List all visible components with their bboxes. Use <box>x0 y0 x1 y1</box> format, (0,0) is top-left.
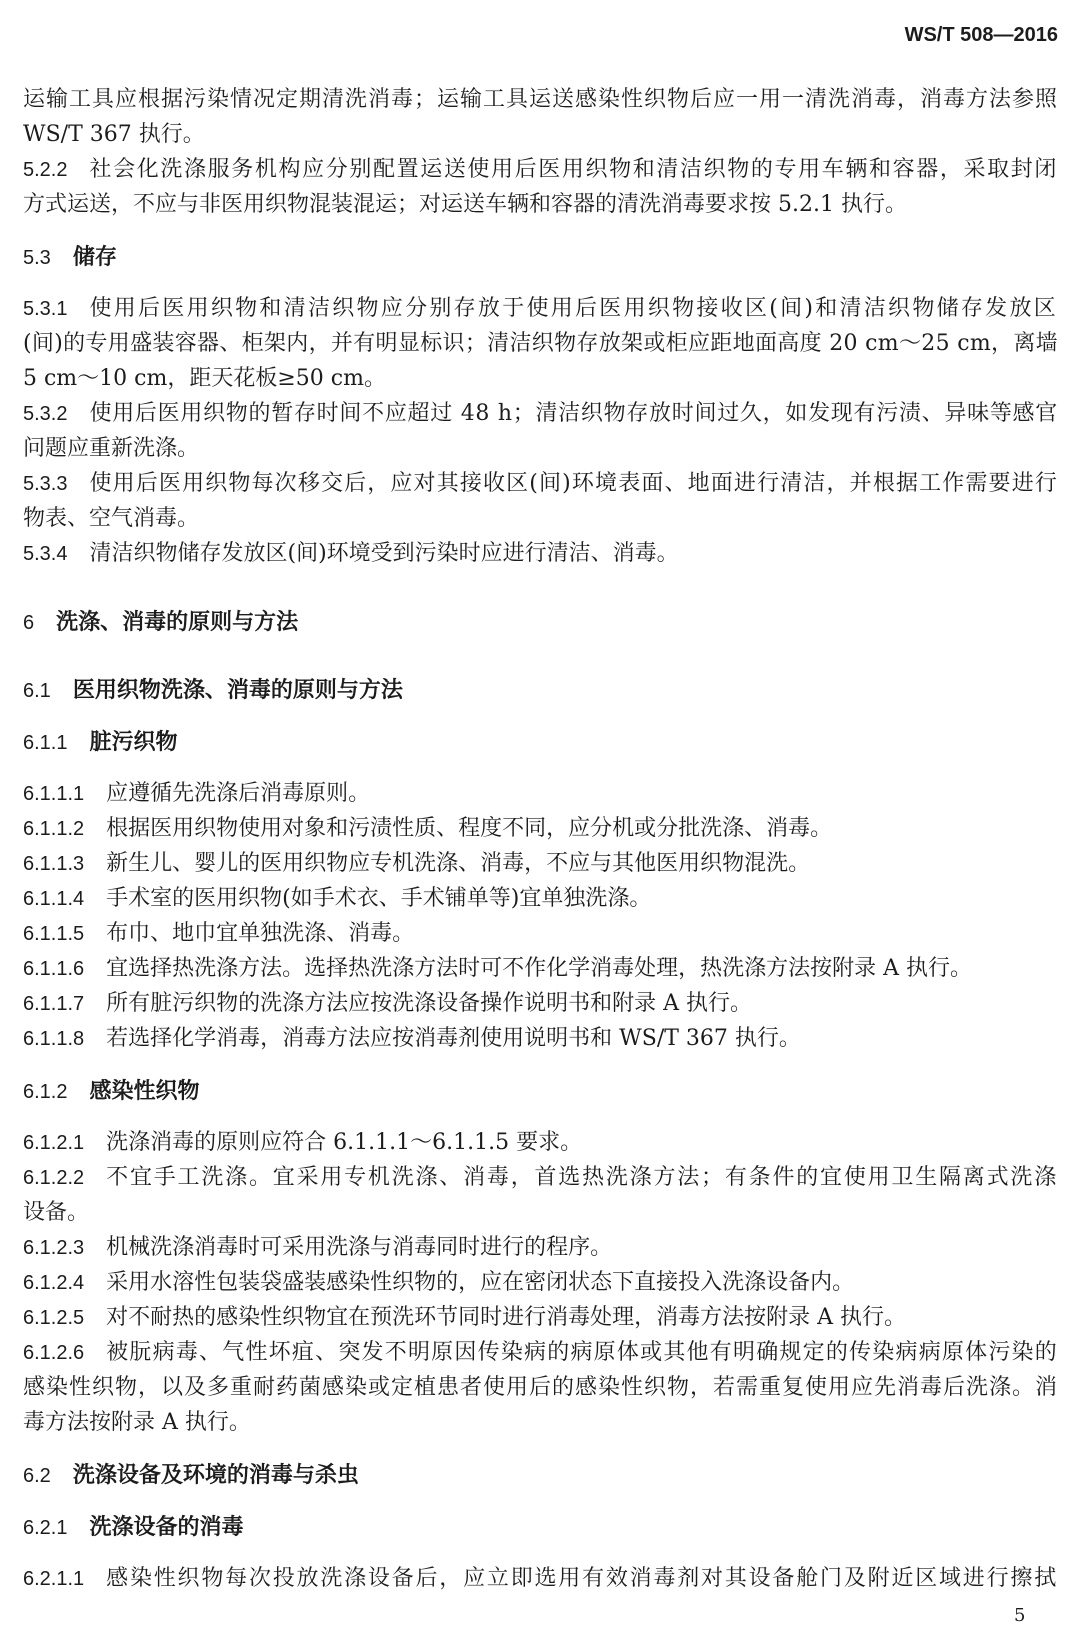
clause-5-3-2 <box>23 396 1058 466</box>
line-content <box>23 604 298 641</box>
line-text: 所有脏污织物的洗涤方法应按洗涤设备操作说明书和附录 A 执行。 <box>106 991 753 1016</box>
text-line <box>23 1195 1058 1230</box>
clause-number: 5.2.2 <box>23 159 68 181</box>
line-content <box>23 672 403 709</box>
section-title: 医用织物洗涤、消毒的原则与方法 <box>72 677 403 702</box>
line-content <box>23 501 199 536</box>
line-text: 问题应重新洗涤。 <box>23 436 200 461</box>
line-text: 机械洗涤消毒时可采用洗涤与消毒同时进行的程序。 <box>106 1235 613 1260</box>
text-line <box>23 1370 1058 1405</box>
section-title: 洗涤设备及环境的消毒与杀虫 <box>72 1462 359 1487</box>
clause-number: 6.1.1.6 <box>23 958 85 980</box>
section-title: 脏污织物 <box>89 729 178 754</box>
clause-number: 6.1.2.5 <box>23 1307 85 1329</box>
line-text: 宜选择热洗涤方法。选择热洗涤方法时可不作化学消毒处理，热洗涤方法按附录 A 执行。 <box>106 956 973 981</box>
page-number: 5 <box>1014 1605 1026 1626</box>
section-heading-5-3 <box>23 239 1058 274</box>
line-content <box>23 152 1058 188</box>
text-line <box>23 536 1058 571</box>
clause-6-1-1-3 <box>23 846 1058 881</box>
clause-number: 6.1.1.1 <box>23 783 85 805</box>
line-text: 根据医用织物使用对象和污渍性质、程度不同，应分机或分批洗涤、消毒。 <box>106 816 833 841</box>
line-text: 洗涤消毒的原则应符合 6.1.1.1～6.1.1.5 要求。 <box>106 1130 583 1155</box>
page-body <box>23 82 1058 1596</box>
text-line <box>23 431 1058 466</box>
line-content <box>23 326 1058 361</box>
section-heading-6-1-2 <box>23 1073 1058 1108</box>
clause-number: 6.1.1.5 <box>23 923 85 945</box>
line-content <box>23 986 752 1022</box>
line-content <box>23 239 117 276</box>
line-content <box>23 1160 1058 1196</box>
clause-number: 6.1.1.2 <box>23 818 85 840</box>
text-line <box>23 1160 1058 1195</box>
clause-number: 6.1.2.6 <box>23 1342 85 1364</box>
clause-6-1-2-5 <box>23 1300 1058 1335</box>
line-content <box>23 846 810 882</box>
line-content <box>23 291 1058 327</box>
line-text: 手术室的医用织物(如手术衣、手术铺单等)宜单独洗涤。 <box>106 886 652 911</box>
line-content <box>23 811 832 847</box>
standard-code-header: WS/T 508—2016 <box>904 24 1058 46</box>
line-content <box>23 1370 1058 1405</box>
line-text: 方式运送，不应与非医用织物混装混运；对运送车辆和容器的清洗消毒要求按 5.2.1 执行。 <box>23 192 907 217</box>
section-title: 储存 <box>72 244 117 269</box>
section-heading-6-1 <box>23 672 1058 707</box>
clause-6-1-1-4 <box>23 881 1058 916</box>
text-line <box>23 82 1058 117</box>
line-content <box>23 724 178 761</box>
line-text: 社会化洗涤服务机构应分别配置运送使用后医用织物和清洁织物的专用车辆和容器，采取封闭 <box>89 157 1058 182</box>
line-content <box>23 396 1058 432</box>
clause-6-1-1-7 <box>23 986 1058 1021</box>
section-heading-6-1-1 <box>23 724 1058 759</box>
line-text: 运输工具应根据污染情况定期清洗消毒；运输工具运送感染性织物后应一用一清洗消毒，消毒方法参照 <box>23 87 1058 112</box>
line-content <box>23 1021 801 1057</box>
clause-number: 6.1.1.7 <box>23 993 85 1015</box>
line-text: 感染性织物，以及多重耐药菌感染或定植患者使用后的感染性织物，若需重复使用应先消毒后洗涤。消 <box>23 1375 1058 1400</box>
text-line <box>23 326 1058 361</box>
line-text: 使用后医用织物和清洁织物应分别存放于使用后医用织物接收区(间)和清洁织物储存发放区 <box>89 296 1058 321</box>
line-content <box>23 1300 906 1336</box>
line-text: 应遵循先洗涤后消毒原则。 <box>106 781 371 806</box>
line-content <box>23 1405 251 1440</box>
section-title: 感染性织物 <box>89 1078 200 1103</box>
section-number: 6.1.1 <box>23 732 68 754</box>
clause-6-1-1-2 <box>23 811 1058 846</box>
clause-number: 6.1.1.3 <box>23 853 85 875</box>
line-text: 新生儿、婴儿的医用织物应专机洗涤、消毒，不应与其他医用织物混洗。 <box>106 851 811 876</box>
clause-6-1-2-3 <box>23 1230 1058 1265</box>
text-line <box>23 501 1058 536</box>
clause-5-3-1 <box>23 291 1058 396</box>
line-content <box>23 82 1058 117</box>
clause-number: 5.3.1 <box>23 298 68 320</box>
line-text: 采用水溶性包装袋盛装感染性织物的，应在密闭状态下直接投入洗涤设备内。 <box>106 1270 855 1295</box>
line-text: 对不耐热的感染性织物宜在预洗环节同时进行消毒处理，消毒方法按附录 A 执行。 <box>106 1305 907 1330</box>
clause-number: 6.1.2.3 <box>23 1237 85 1259</box>
clause-number: 5.3.4 <box>23 543 68 565</box>
line-text: 清洁织物储存发放区(间)环境受到污染时应进行清洁、消毒。 <box>89 541 679 566</box>
line-content <box>23 466 1058 502</box>
section-number: 6.2.1 <box>23 1517 68 1539</box>
clause-6-1-1-6 <box>23 951 1058 986</box>
clause-6-1-1-1 <box>23 776 1058 811</box>
line-text: (间)的专用盛装容器、柜架内，并有明显标识；清洁织物存放架或柜应距地面高度 20 cm～25 cm，离墙 <box>23 331 1058 356</box>
line-content <box>23 117 205 152</box>
clause-number: 6.2.1.1 <box>23 1568 85 1590</box>
line-text: 5 cm～10 cm，距天花板≥50 cm。 <box>23 366 386 391</box>
chapter-heading-6 <box>23 604 1058 639</box>
section-heading-6-2-1 <box>23 1509 1058 1544</box>
text-line <box>23 466 1058 501</box>
paragraph-continued <box>23 82 1058 152</box>
clause-6-1-1-8 <box>23 1021 1058 1056</box>
line-text: 布巾、地巾宜单独洗涤、消毒。 <box>106 921 415 946</box>
line-text: 若选择化学消毒，消毒方法应按消毒剂使用说明书和 WS/T 367 执行。 <box>106 1026 801 1051</box>
line-text: 使用后医用织物每次移交后，应对其接收区(间)环境表面、地面进行清洁，并根据工作需要进行 <box>89 471 1058 496</box>
line-text: 使用后医用织物的暂存时间不应超过 48 h；清洁织物存放时间过久，如发现有污渍、异味等感官 <box>89 401 1058 426</box>
line-text: 物表、空气消毒。 <box>23 506 200 531</box>
clause-6-1-1-5 <box>23 916 1058 951</box>
line-text: 不宜手工洗涤。宜采用专机洗涤、消毒，首选热洗涤方法；有条件的宜使用卫生隔离式洗涤 <box>106 1165 1058 1190</box>
line-content <box>23 1335 1058 1371</box>
clause-number: 6.1.2.2 <box>23 1167 85 1189</box>
line-content <box>23 1561 1058 1597</box>
line-content <box>23 916 414 952</box>
line-content <box>23 431 199 466</box>
line-content <box>23 1195 89 1230</box>
text-line <box>23 152 1058 187</box>
line-text: WS/T 367 执行。 <box>23 122 205 147</box>
line-content <box>23 1457 359 1494</box>
clause-number: 5.3.3 <box>23 473 68 495</box>
text-line <box>23 117 1058 152</box>
clause-number: 6.1.1.4 <box>23 888 85 910</box>
clause-number: 6.1.1.8 <box>23 1028 85 1050</box>
text-line <box>23 396 1058 431</box>
clause-number: 5.3.2 <box>23 403 68 425</box>
line-content <box>23 881 651 917</box>
chapter-number: 6 <box>23 612 35 634</box>
text-line <box>23 291 1058 326</box>
line-content <box>23 951 972 987</box>
chapter-title: 洗涤、消毒的原则与方法 <box>56 609 299 634</box>
section-number: 5.3 <box>23 247 51 269</box>
clause-number: 6.1.2.4 <box>23 1272 85 1294</box>
line-content <box>23 776 370 812</box>
line-content <box>23 1125 582 1161</box>
line-content <box>23 1509 244 1546</box>
clause-5-2-2 <box>23 152 1058 222</box>
section-heading-6-2 <box>23 1457 1058 1492</box>
line-content <box>23 1230 612 1266</box>
line-content <box>23 536 679 572</box>
section-number: 6.2 <box>23 1465 51 1487</box>
clause-6-2-1-1 <box>23 1561 1058 1596</box>
clause-6-1-2-6 <box>23 1335 1058 1440</box>
clause-6-1-2-1 <box>23 1125 1058 1160</box>
clause-5-3-3 <box>23 466 1058 536</box>
line-content <box>23 1073 200 1110</box>
clause-5-3-4 <box>23 536 1058 571</box>
section-number: 6.1 <box>23 680 51 702</box>
text-line <box>23 187 1058 222</box>
line-content <box>23 361 386 396</box>
clause-number: 6.1.2.1 <box>23 1132 85 1154</box>
line-text: 毒方法按附录 A 执行。 <box>23 1410 251 1435</box>
line-text: 感染性织物每次投放洗涤设备后，应立即选用有效消毒剂对其设备舱门及附近区域进行擦拭 <box>106 1566 1058 1591</box>
line-text: 设备。 <box>23 1200 90 1225</box>
text-line <box>23 1405 1058 1440</box>
section-title: 洗涤设备的消毒 <box>89 1514 244 1539</box>
clause-6-1-2-4 <box>23 1265 1058 1300</box>
section-number: 6.1.2 <box>23 1081 68 1103</box>
text-line <box>23 1335 1058 1370</box>
clause-6-1-2-2 <box>23 1160 1058 1230</box>
text-line <box>23 361 1058 396</box>
line-text: 被朊病毒、气性坏疽、突发不明原因传染病的病原体或其他有明确规定的传染病病原体污染的 <box>106 1340 1058 1365</box>
line-content <box>23 187 907 222</box>
line-content <box>23 1265 854 1301</box>
